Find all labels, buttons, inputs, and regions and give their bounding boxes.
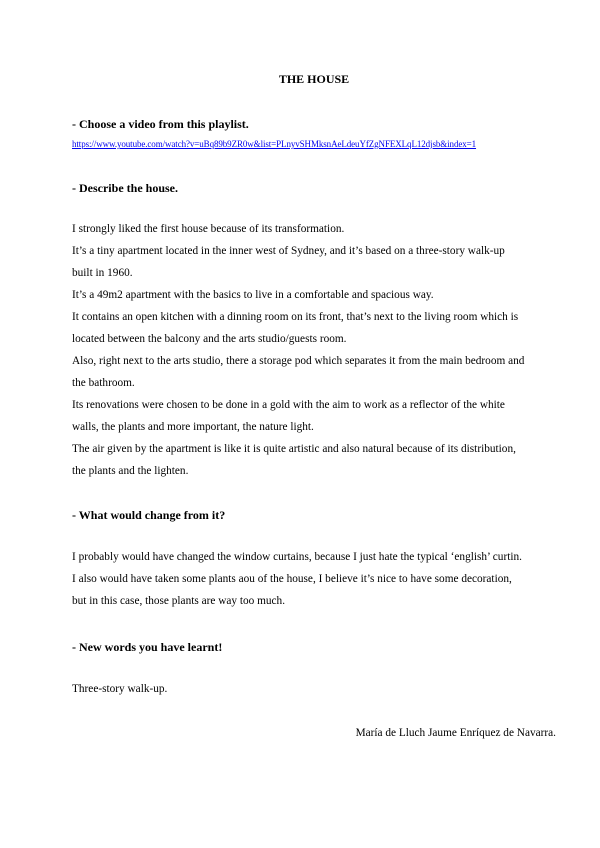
- text-line: The air given by the apartment is like it is quite artistic and also natural because of its distribution,: [72, 443, 516, 455]
- text-line: built in 1960.: [72, 267, 133, 279]
- text-line: the plants and the lighten.: [72, 465, 189, 477]
- author-signature: María de Lluch Jaume Enríquez de Navarra.: [355, 727, 556, 739]
- playlist-link[interactable]: https://www.youtube.com/watch?v=uBq89b9ZR0w&list=PLnyvSHMksnAeLdeuYfZgNFEXLqL12djsb&index=1: [72, 139, 477, 149]
- text-line: located between the balcony and the arts studio/guests room.: [72, 333, 347, 345]
- text-line: but in this case, those plants are way too much.: [72, 595, 286, 607]
- section-heading-change: - What would change from it?: [72, 508, 226, 522]
- text-line: I probably would have changed the window curtains, because I just hate the typical ‘english’ curtin.: [72, 551, 522, 563]
- text-line: It contains an open kitchen with a dinning room on its front, that’s next to the living room which is: [72, 311, 519, 323]
- text-line: Its renovations were chosen to be done in a gold with the aim to work as a reflector of the white: [72, 399, 505, 411]
- text-line: the bathroom.: [72, 377, 135, 389]
- text-line: I also would have taken some plants aou of the house, I believe it’s nice to have some decoration,: [72, 573, 512, 585]
- page-title: THE HOUSE: [278, 72, 350, 86]
- describe-paragraph: [72, 218, 524, 482]
- section-heading-new-words: - New words you have learnt!: [72, 640, 223, 654]
- change-paragraph: [72, 546, 522, 612]
- new-words-paragraph: [72, 678, 167, 700]
- text-line: Three-story walk-up.: [72, 683, 168, 695]
- text-line: walls, the plants and more important, the nature light.: [72, 421, 314, 433]
- text-line: It’s a 49m2 apartment with the basics to live in a comfortable and spacious way.: [72, 289, 434, 301]
- text-line: Also, right next to the arts studio, there a storage pod which separates it from the main bedroom and: [72, 355, 525, 367]
- section-heading-playlist: - Choose a video from this playlist.: [72, 117, 249, 131]
- text-line: I strongly liked the first house because of its transformation.: [72, 223, 345, 235]
- text-line: It’s a tiny apartment located in the inner west of Sydney, and it’s based on a three-story walk-up: [72, 245, 505, 257]
- section-heading-describe: - Describe the house.: [72, 181, 178, 195]
